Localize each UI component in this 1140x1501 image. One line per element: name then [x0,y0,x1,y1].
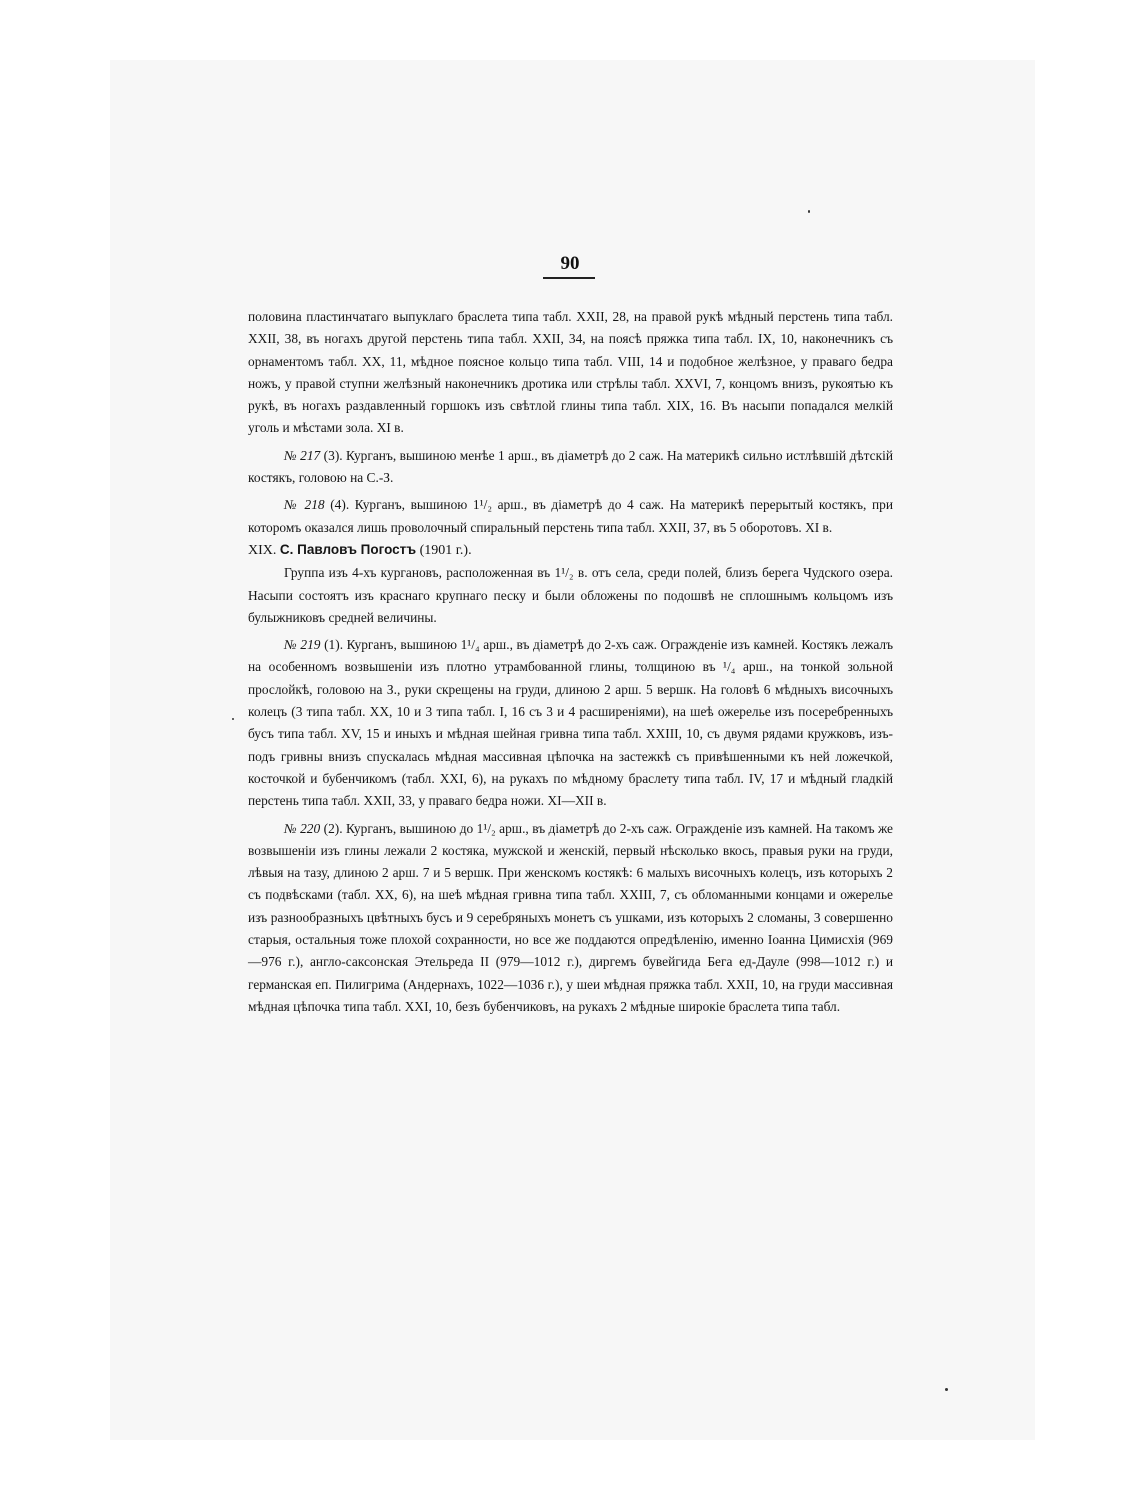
section-heading [248,539,893,562]
entry-text: (3). Курганъ, вышиною менѣе 1 арш., въ діаметрѣ до 2 саж. На материкѣ сильно истлѣвшій дѣтскій костякъ, головою на С.-З. [248,447,894,486]
section-numeral: XIX. [248,542,277,558]
entry-218 [248,494,893,539]
entry-number: № 220 [284,820,321,836]
entry-text: (4). Курганъ, вышиною 1¹/₂ арш., въ діаметрѣ до 4 саж. На материкѣ перерытый костякъ, при которомъ оказался лишь проволочный спиральный перстень типа табл. XXII, 37, въ 5 оборотовъ. XI в. [248,497,893,535]
scan-speck [232,718,234,720]
section-year: (1901 г.). [419,542,472,558]
scan-speck [945,1388,948,1391]
scan-speck [808,210,810,213]
page-number-rule [543,277,595,279]
entry-217 [248,445,893,490]
entry-text: (2). Курганъ, вышиною до 1¹/₂ арш., въ діаметрѣ до 2-хъ саж. Огражденіе изъ камней. На такомъ же возвышеніи изъ глины лежали 2 костяка, мужской и женскій, первый нѣсколько вкось, правыя руки на груди, лѣвыя на тазу, длиною 2 арш. 7 и 5 вершк. При женскомъ костякѣ: 6 малыхъ височныхъ колецъ, изъ которыхъ 2 съ подвѣсками (табл. XX, 6), на шеѣ мѣдная гривна типа табл. XXIII, 7, съ обломанными концами и ожерелье изъ разнообразныхъ цвѣтныхъ бусъ и 9 серебряныхъ монетъ съ ушками, изъ которыхъ 2 сломаны, 3 совершенно старыя, остальныя тоже плохой сохранности, но все же поддаются опредѣленію, именно Іоанна Цимисхія (969—976 г.), англо-саксонская Этельреда II (979—1012 г.), диргемъ бувейгида Бега ед-Дауле (998—1012 г.) и германская еп. Пилигрима (Андернахъ, 1022—1036 г.), у шеи мѣдная пряжка табл. XXII, 10, на груди массивная мѣдная цѣпочка типа табл. XXI, 10, безъ бубенчиковъ, на рукахъ 2 мѣдные широкіе браслета типа табл. [248,820,893,1014]
entry-219 [248,634,893,812]
entry-text: (1). Курганъ, вышиною 1¹/₄ арш., въ діаметрѣ до 2-хъ саж. Огражденіе изъ камней. Костякъ лежалъ на особенномъ возвышеніи изъ плотно утрамбованной глины, толщиною въ ¹/₄ арш., на тонкой зольной прослойкѣ, головою на З., руки скрещены на груди, длиною 2 арш. 5 вершк. На головѣ 6 мѣдныхъ височныхъ колецъ (3 типа табл. XX, 10 и 3 типа табл. I, 16 съ 3 и 4 расширеніями), на шеѣ ожерелье изъ посеребренныхъ бусъ типа табл. XV, 15 и иныхъ и мѣдная шейная гривна типа табл. XXIII, 10, съ двумя рядами кружковъ, изъ-подъ гривны внизъ спускалась мѣдная массивная цѣпочка на застежкѣ съ привѣшенными къ ней ложечкой, косточкой и бубенчикомъ (табл. XXI, 6), на рукахъ по мѣдному браслету типа табл. IV, 17 и мѣдный гладкій перстень типа табл. XXII, 33, у праваго бедра ножи. XI—XII в. [248,637,893,809]
entry-number: № 218 [284,497,325,513]
section-title: С. Павловъ Погостъ [279,541,417,557]
entry-220 [248,818,893,1019]
page-number: 90 [560,253,580,274]
group-description: Группа изъ 4-хъ кургановъ, расположенная въ 1¹/₂ в. отъ села, среди полей, близъ берега Чудского озера. Насыпи состоятъ изъ краснаго крупнаго песку и были обложены по подошвѣ не сплошнымъ кольцомъ изъ булыжниковъ средней величины. [248,565,893,625]
paragraph-continuation: половина пластинчатаго выпуклаго браслета типа табл. XXII, 28, на правой рукѣ мѣдный перстень типа табл. XXII, 38, въ ногахъ другой перстень типа табл. XXII, 34, на поясѣ пряжка типа табл. IX, 10, наконечникъ съ орнаментомъ табл. XX, 11, мѣдное поясное кольцо типа табл. VIII, 14 и подобное желѣзное, у праваго бедра ножъ, у правой ступни желѣзный наконечникъ дротика или стрѣлы табл. XXVI, 7, концомъ внизъ, рукоятью къ рукѣ, въ ногахъ раздавленный горшокъ изъ свѣтлой глины типа табл. XIX, 16. Въ насыпи попадался мелкій уголь и мѣстами зола. XI в. [248,309,893,436]
body-text [248,306,893,1018]
entry-number: № 217 [284,447,321,463]
entry-number: № 219 [284,637,321,653]
